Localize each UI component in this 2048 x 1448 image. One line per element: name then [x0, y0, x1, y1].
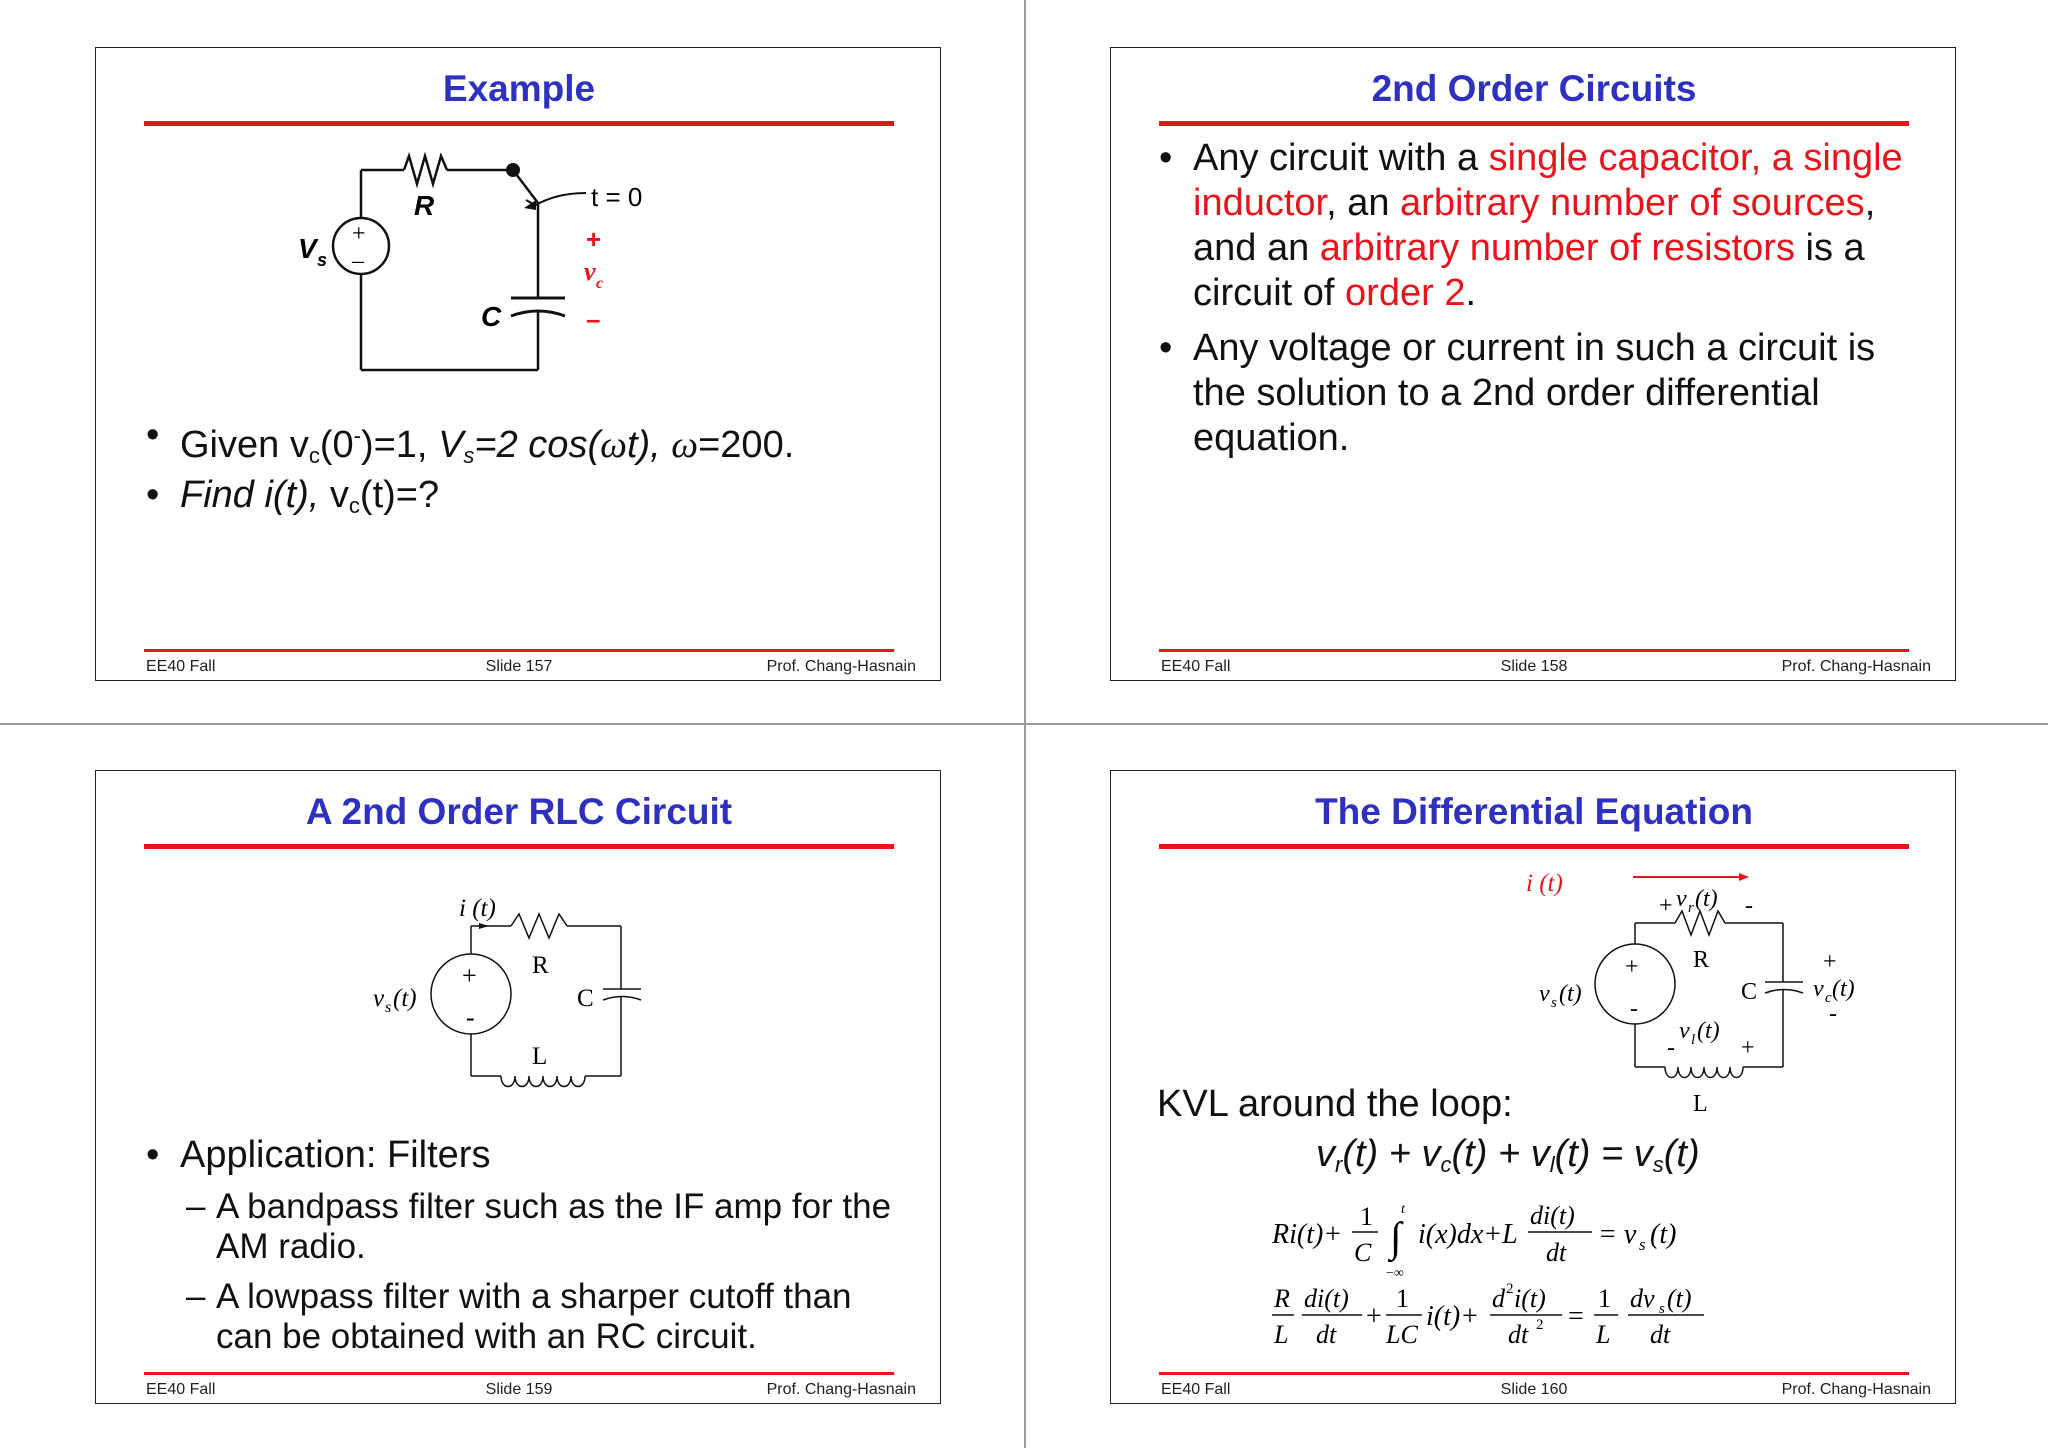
- vc-minus: -: [1829, 1001, 1837, 1027]
- svg-text:dv: dv: [1630, 1284, 1655, 1313]
- footer-slide-number: Slide 159: [485, 1381, 553, 1398]
- footer-rule: [144, 649, 894, 652]
- bullet-application: • Application: Filters: [146, 1134, 491, 1176]
- svg-text:i(t)+: i(t)+: [1426, 1301, 1480, 1332]
- bullet-order2-definition: • Any circuit with a single capacitor, a single inductor, an arbitrary number of sources, and an arbitrary number of resistors is a circuit of order 2.: [1159, 137, 1903, 314]
- svg-text:i(t): i(t): [1514, 1284, 1546, 1313]
- svg-text:−∞: −∞: [1386, 1266, 1404, 1281]
- svg-text:(t): (t): [1650, 1219, 1677, 1250]
- vc-sub: c: [1825, 990, 1832, 1006]
- title-rule: [1159, 844, 1909, 849]
- current-label: i (t): [459, 895, 496, 922]
- footer-course: EE40 Fall: [146, 658, 216, 675]
- rc-switch-circuit: [286, 148, 643, 388]
- second-order-equation: [1266, 1279, 1726, 1359]
- svg-text:t: t: [1401, 1202, 1405, 1217]
- page-divider-horizontal: [0, 723, 2048, 725]
- vl-label: v: [1679, 1018, 1690, 1044]
- slide-title: The Differential Equation: [1315, 791, 1753, 832]
- capacitor-label: C: [1741, 979, 1758, 1005]
- svg-text:=: =: [1568, 1301, 1584, 1332]
- vs-label: v: [373, 985, 385, 1012]
- vs-arg: (t): [1559, 981, 1582, 1007]
- vl-sub: l: [1691, 1032, 1696, 1048]
- svg-text:(t): (t): [1667, 1284, 1692, 1313]
- resistor-label: R: [414, 190, 435, 221]
- vc-arg: (t): [1832, 976, 1855, 1002]
- vc-plus: +: [1823, 949, 1837, 975]
- vs-sub: s: [385, 999, 392, 1016]
- rlc-kvl-circuit: [1511, 861, 1931, 1117]
- source-minus: -: [1630, 996, 1638, 1022]
- vr-sub: r: [1688, 900, 1694, 916]
- slide-title: Example: [442, 68, 596, 109]
- vr-arg: (t): [1695, 886, 1718, 912]
- resistor-zigzag: [511, 914, 567, 938]
- footer-author: Prof. Chang-Hasnain: [1781, 1381, 1931, 1398]
- svg-text:= v: = v: [1598, 1219, 1637, 1250]
- svg-text:dt: dt: [1650, 1320, 1671, 1349]
- vl-plus: +: [1741, 1035, 1755, 1061]
- footer-rule: [1159, 649, 1909, 652]
- vc-label: v: [1813, 976, 1824, 1002]
- footer-slide-number: Slide 157: [485, 658, 553, 675]
- svg-text:dt: dt: [1508, 1320, 1529, 1349]
- svg-text:dt: dt: [1316, 1320, 1337, 1349]
- svg-text:1: 1: [1360, 1202, 1373, 1231]
- current-label: i (t): [1526, 870, 1563, 897]
- bullet-find: • Find i(t), $v_c(t)=$?: [146, 474, 440, 518]
- inductor-coil: [501, 1076, 585, 1087]
- resistor-zigzag: [1675, 911, 1725, 935]
- vc-plus: +: [586, 224, 602, 254]
- resistor-label: R: [532, 952, 549, 979]
- vc-minus: –: [586, 304, 601, 334]
- svg-text:s: s: [1659, 1301, 1665, 1317]
- kvl-heading: KVL around the loop:: [1157, 1083, 1513, 1125]
- title-rule: [144, 121, 894, 126]
- svg-text:1: 1: [1598, 1284, 1611, 1313]
- rlc-circuit: [351, 881, 701, 1121]
- vl-arg: (t): [1697, 1018, 1720, 1044]
- vr-plus: +: [1659, 893, 1673, 919]
- svg-text:+: +: [1366, 1301, 1382, 1332]
- footer-slide-number: Slide 158: [1500, 658, 1568, 675]
- svg-text:LC: LC: [1386, 1320, 1418, 1349]
- source-minus: –: [352, 248, 364, 274]
- vs-arg: (t): [393, 985, 417, 1012]
- slide-title: 2nd Order Circuits: [1371, 68, 1697, 109]
- svg-text:L: L: [1596, 1320, 1611, 1349]
- slide-157: [95, 47, 941, 681]
- vc-label: v: [584, 257, 596, 286]
- source-minus: -: [466, 1003, 475, 1032]
- kvl-equation: $v_r(t) + v_c(t) + v_l(t) = v_s(t)$: [1316, 1133, 1700, 1177]
- sub-bullet-lowpass: – A lowpass filter with a sharper cutoff than can be obtained with an RC circuit.: [186, 1277, 852, 1356]
- footer-author: Prof. Chang-Hasnain: [1781, 658, 1931, 675]
- footer-author: Prof. Chang-Hasnain: [766, 1381, 916, 1398]
- footer-rule: [144, 1372, 894, 1375]
- source-plus: +: [352, 221, 366, 247]
- title-rule: [144, 844, 894, 849]
- bullet-given: • Given $v_c(0^-)=1$, $V_s=2$ cos(ωt), ω=200.: [146, 414, 795, 468]
- vs-sub: s: [1551, 995, 1557, 1011]
- capacitor-label: C: [577, 985, 594, 1012]
- svg-text:C: C: [1354, 1238, 1372, 1267]
- slide-160: [1110, 770, 1956, 1404]
- slide-158: [1110, 47, 1956, 681]
- footer-course: EE40 Fall: [146, 1381, 216, 1398]
- svg-text:L: L: [1274, 1320, 1289, 1349]
- vl-minus: -: [1667, 1035, 1675, 1061]
- vc-sub: c: [596, 275, 604, 292]
- inductor-coil: [1665, 1067, 1743, 1078]
- source-plus: +: [462, 961, 477, 990]
- sub-bullet-bandpass: – A bandpass filter such as the IF amp for the AM radio.: [186, 1187, 892, 1266]
- capacitor-label: C: [481, 301, 502, 332]
- vr-minus: -: [1745, 893, 1753, 919]
- footer-rule: [1159, 1372, 1909, 1375]
- svg-text:1: 1: [1396, 1284, 1409, 1313]
- vs-label: v: [1539, 981, 1550, 1007]
- source-plus: +: [1625, 954, 1639, 980]
- integral-equation: [1266, 1199, 1726, 1279]
- svg-text:dt: dt: [1546, 1238, 1567, 1267]
- inductor-label: L: [532, 1043, 548, 1070]
- slide-title: A 2nd Order RLC Circuit: [305, 791, 733, 832]
- inductor-label: L: [1693, 1091, 1708, 1117]
- svg-text:i(x)dx+L: i(x)dx+L: [1418, 1219, 1518, 1250]
- resistor-label: R: [1693, 947, 1710, 973]
- resistor-zigzag: [404, 156, 447, 184]
- slide-159: [95, 770, 941, 1404]
- vs-label: V: [298, 233, 317, 264]
- svg-text:s: s: [1639, 1235, 1646, 1254]
- svg-text:d: d: [1492, 1284, 1505, 1313]
- title-rule: [1159, 121, 1909, 126]
- svg-text:R: R: [1274, 1284, 1290, 1313]
- svg-text:Ri(t)+: Ri(t)+: [1272, 1219, 1343, 1250]
- bullet-differential-equation: • Any voltage or current in such a circuit is the solution to a 2nd order differential equation.: [1159, 327, 1876, 459]
- svg-text:di(t): di(t): [1304, 1284, 1349, 1313]
- svg-text:∫: ∫: [1390, 1215, 1402, 1261]
- footer-author: Prof. Chang-Hasnain: [766, 658, 916, 675]
- footer-slide-number: Slide 160: [1500, 1381, 1568, 1398]
- svg-text:2: 2: [1506, 1281, 1514, 1297]
- footer-course: EE40 Fall: [1161, 658, 1231, 675]
- vs-sub: s: [317, 250, 328, 270]
- switch-time-label: t = 0: [591, 182, 643, 212]
- svg-text:di(t): di(t): [1530, 1201, 1575, 1230]
- svg-text:2: 2: [1536, 1317, 1544, 1333]
- footer-course: EE40 Fall: [1161, 1381, 1231, 1398]
- vr-label: v: [1676, 886, 1687, 912]
